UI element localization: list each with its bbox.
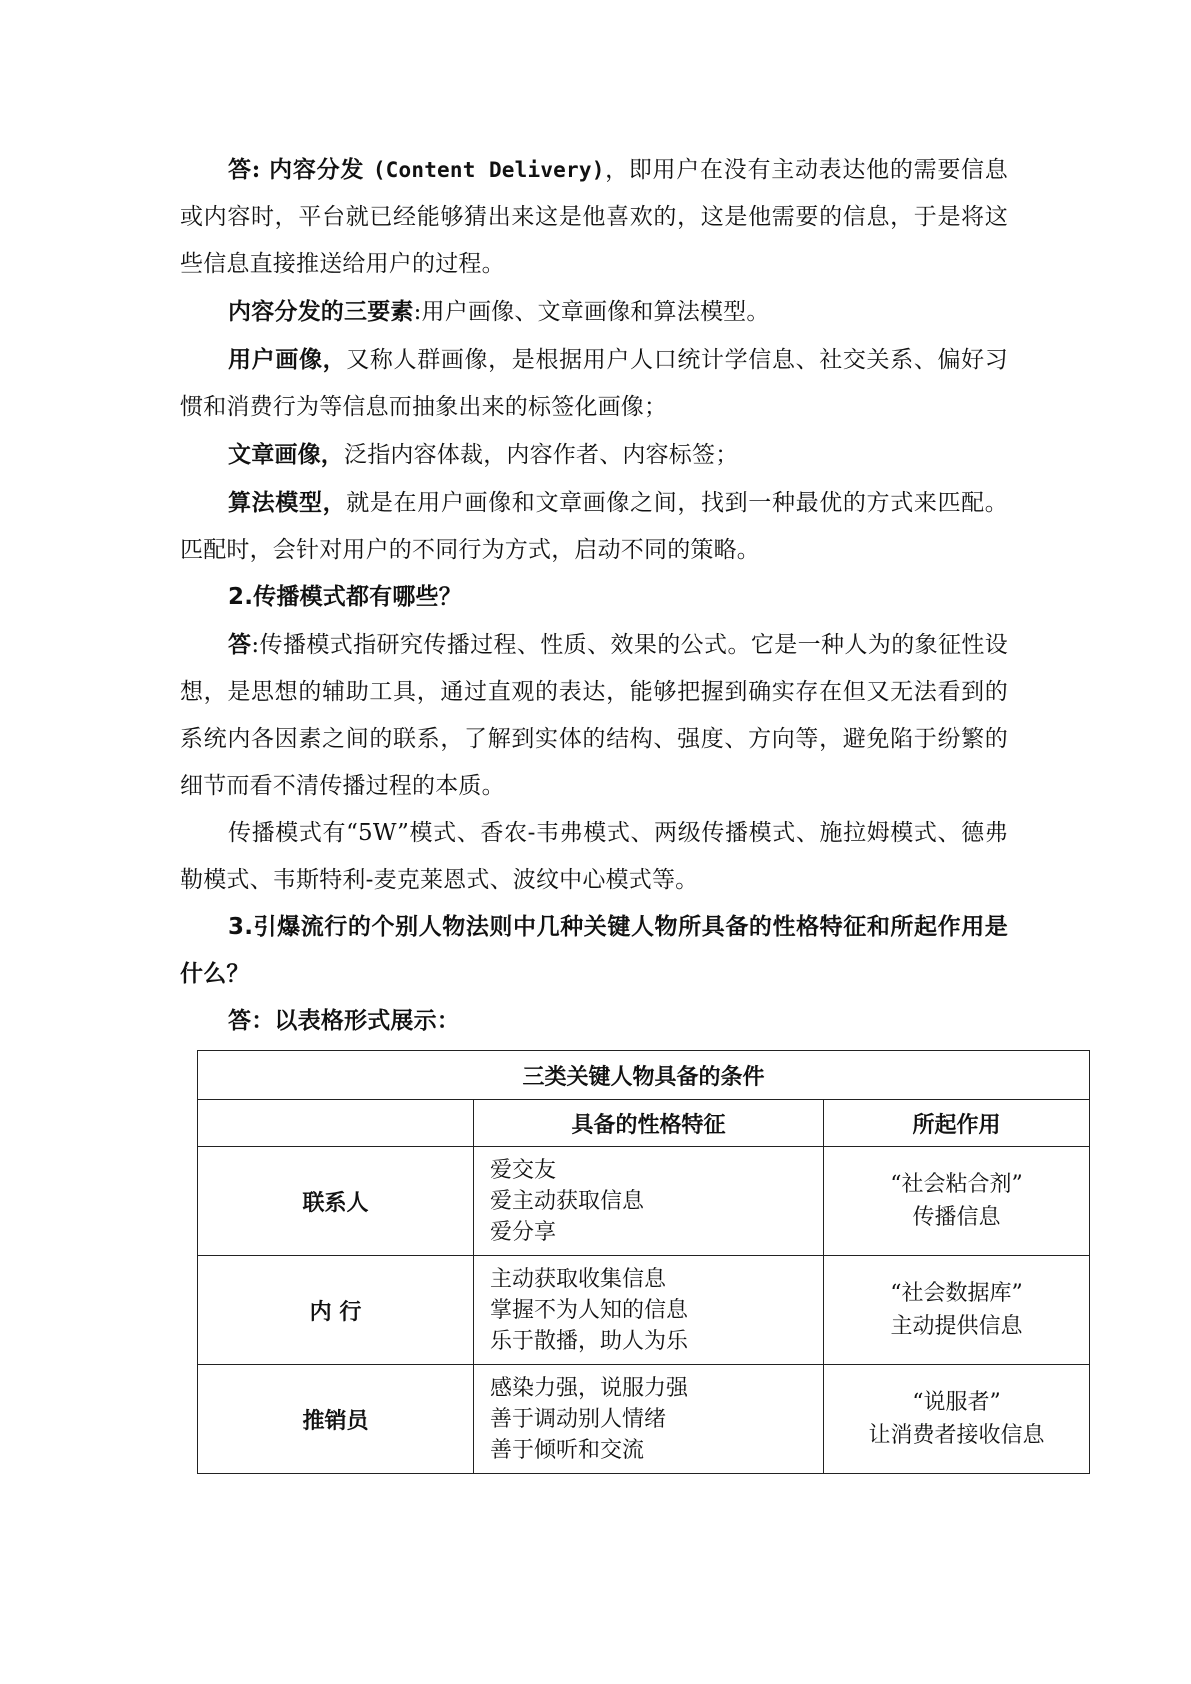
answer-colon: : bbox=[251, 156, 270, 183]
trait-item: 善于调动别人情绪 bbox=[490, 1406, 667, 1432]
trait-item: 主动获取收集信息 bbox=[490, 1266, 667, 1292]
question-2: 2.传播模式都有哪些？ bbox=[228, 584, 462, 610]
header-empty bbox=[198, 1100, 474, 1147]
question-3: 3.引爆流行的个别人物法则中几种关键人物所具备的性格特征和所起作用是什么？ bbox=[180, 914, 1008, 987]
effect-desc: 传播信息 bbox=[912, 1205, 1001, 1230]
trait-item: 爱主动获取信息 bbox=[490, 1188, 645, 1214]
paragraph-text: :用户画像、文章画像和算法模型。 bbox=[413, 299, 770, 325]
answer-table-intro: 答：以表格形式展示： bbox=[228, 1008, 460, 1034]
paragraph-text: 就是在用户画像和文章画像之间，找到一种最优的方式来匹配。匹配时，会针对用户的不同行为方式，启动不同的策略。 bbox=[180, 490, 1008, 563]
trait-item: 善于倾听和交流 bbox=[490, 1437, 645, 1463]
trait-item: 乐于散播，助人为乐 bbox=[490, 1328, 689, 1354]
paragraph-text: 又称人群画像，是根据用户人口统计学信息、社交关系、偏好习惯和消费行为等信息而抽象出来的标签化画像； bbox=[180, 347, 1008, 420]
role-salesman: 推销员 bbox=[198, 1365, 474, 1474]
paragraph-model-list: 传播模式有“5W”模式、香农-韦弗模式、两级传播模式、施拉姆模式、德弗勒模式、韦斯特利-麦克莱恩式、波纹中心模式等。 bbox=[180, 820, 1008, 893]
traits-cell bbox=[474, 1147, 824, 1256]
bold-term: 用户画像， bbox=[228, 346, 347, 373]
paragraph-user-profile bbox=[180, 336, 1008, 431]
paragraph-three-elements bbox=[180, 288, 1008, 336]
table-row bbox=[198, 1365, 1090, 1474]
table-title: 三类关键人物具备的条件 bbox=[198, 1051, 1090, 1100]
term-english: (Content Delivery) bbox=[372, 158, 605, 182]
table-header-row bbox=[198, 1100, 1090, 1147]
effect-desc: 让消费者接收信息 bbox=[868, 1423, 1045, 1448]
term-content-delivery: 内容分发 bbox=[269, 156, 373, 183]
effect-cell bbox=[824, 1147, 1090, 1256]
paragraph-text: 泛指内容体裁，内容作者、内容标签； bbox=[344, 442, 739, 468]
effect-desc: 主动提供信息 bbox=[890, 1314, 1023, 1339]
effect-cell bbox=[824, 1365, 1090, 1474]
paragraph-text: :传播模式指研究传播过程、性质、效果的公式。它是一种人为的象征性设想，是思想的辅助工具，通过直观的表达，能够把握到确实存在但又无法看到的系统内各因素之间的联系，了解到实体的结构、强度、方向等，避免陷于纷繁的细节而看不清传播过程的本质。 bbox=[180, 632, 1008, 799]
effect-cell bbox=[824, 1256, 1090, 1365]
role-maven: 内 行 bbox=[198, 1256, 474, 1365]
role-connector: 联系人 bbox=[198, 1147, 474, 1256]
effect-title: “说服者” bbox=[912, 1390, 1001, 1415]
paragraph-text: ，即用户在没有主动表达他的需要信息或内容时，平台就已经能够猜出来这是他喜欢的，这是他需要的信息，于是将这些信息直接推送给用户的过程。 bbox=[180, 157, 1008, 277]
traits-cell bbox=[474, 1365, 824, 1474]
paragraph-algorithm-model bbox=[180, 479, 1008, 574]
table-row bbox=[198, 1256, 1090, 1365]
paragraph-content-delivery bbox=[180, 146, 1008, 288]
table-row bbox=[198, 1147, 1090, 1256]
key-persons-table bbox=[197, 1050, 1090, 1474]
effect-title: “社会数据库” bbox=[890, 1281, 1023, 1306]
trait-item: 掌握不为人知的信息 bbox=[490, 1297, 689, 1323]
paragraph-article-profile bbox=[180, 431, 1008, 479]
trait-item: 爱交友 bbox=[490, 1157, 557, 1183]
bold-term: 内容分发的三要素 bbox=[228, 298, 414, 325]
text-body bbox=[180, 146, 1008, 1045]
bold-term: 算法模型， bbox=[228, 489, 347, 516]
answer-lead: 答 bbox=[228, 156, 252, 183]
paragraph-communication-model bbox=[180, 621, 1008, 810]
header-traits: 具备的性格特征 bbox=[474, 1100, 824, 1147]
effect-title: “社会粘合剂” bbox=[890, 1172, 1023, 1197]
table-title-row bbox=[198, 1051, 1090, 1100]
trait-item: 感染力强，说服力强 bbox=[490, 1375, 689, 1401]
header-effect: 所起作用 bbox=[824, 1100, 1090, 1147]
answer-lead: 答 bbox=[228, 631, 252, 658]
traits-cell bbox=[474, 1256, 824, 1365]
trait-item: 爱分享 bbox=[490, 1219, 557, 1245]
bold-term: 文章画像， bbox=[228, 441, 344, 468]
